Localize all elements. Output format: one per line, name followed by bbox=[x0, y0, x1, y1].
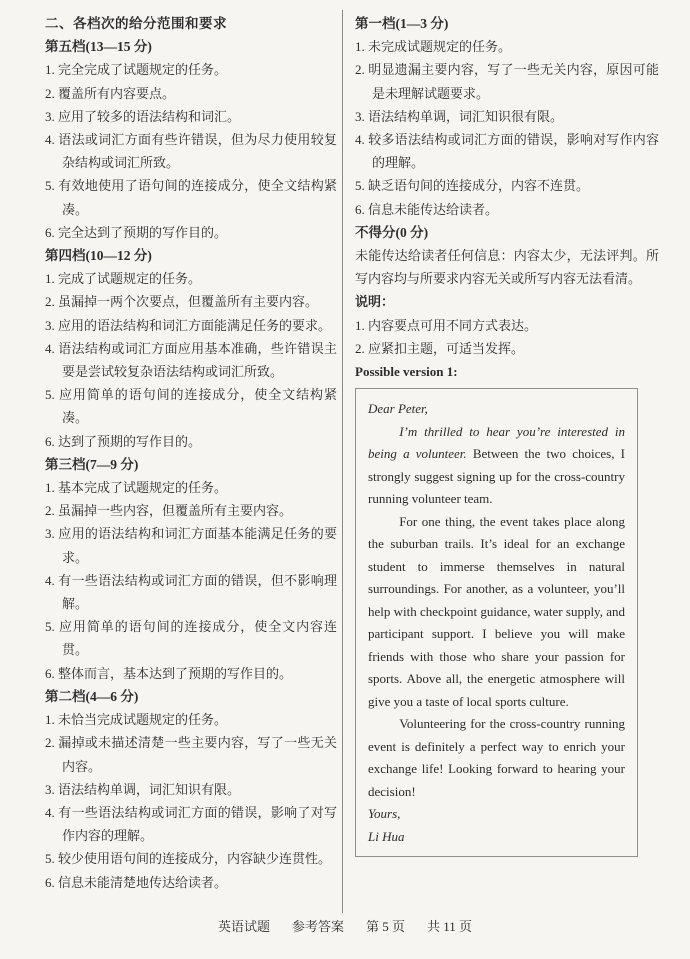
band-item: 3. 应用了较多的语法结构和词汇。 bbox=[45, 108, 241, 124]
band-item: 6. 整体而言，基本达到了预期的写作目的。 bbox=[45, 665, 293, 681]
note-item: 1. 内容要点可用不同方式表达。 bbox=[355, 317, 538, 333]
band-item: 6. 完全达到了预期的写作目的。 bbox=[45, 224, 228, 240]
band-item: 2. 覆盖所有内容要点。 bbox=[45, 85, 176, 101]
band-item: 6. 信息未能清楚地传达给读者。 bbox=[45, 874, 228, 890]
band-item: 5. 有效地使用了语句间的连接成分，使全文结构紧凑。 bbox=[45, 178, 337, 217]
band-item: 1. 完成了试题规定的任务。 bbox=[45, 271, 202, 287]
band-heading: 第三档(7—9 分) bbox=[45, 456, 139, 472]
letter-paragraph-italic-lead: I’m thrilled to hear you’re interested in being a volunteer. bbox=[368, 423, 625, 462]
band-item: 1. 未完成试题规定的任务。 bbox=[355, 39, 512, 55]
band-item: 5. 应用简单的语句间的连接成分，使全文结构紧凑。 bbox=[45, 387, 337, 426]
band-item: 6. 达到了预期的写作目的。 bbox=[45, 433, 202, 449]
letter-signature: Li Hua bbox=[368, 828, 405, 844]
letter-box bbox=[355, 388, 638, 857]
band-item: 3. 应用的语法结构和词汇方面能满足任务的要求。 bbox=[45, 317, 332, 333]
band-item: 3. 语法结构单调，词汇知识有限。 bbox=[45, 781, 241, 797]
page-footer bbox=[0, 916, 690, 935]
band-item: 3. 应用的语法结构和词汇方面基本能满足任务的要求。 bbox=[45, 526, 337, 565]
band-heading: 第五档(13—15 分) bbox=[45, 39, 152, 55]
letter-closing: Yours, bbox=[368, 806, 401, 822]
no-score-heading: 不得分(0 分) bbox=[355, 224, 429, 240]
letter-paragraph: Volunteering for the cross-country running event is definitely a perfect way to enrich your exchange life! Looking forward to hearing your decision! bbox=[368, 716, 625, 799]
left-column bbox=[45, 12, 337, 894]
footer-part: 参考答案 bbox=[291, 919, 344, 934]
band-item: 4. 语法结构或词汇方面应用基本准确，些许错误主要是尝试较复杂语法结构或词汇所致。 bbox=[45, 340, 337, 380]
letter-paragraph-rest: Between the two choices, I strongly suggest signing up for the cross-country running volunteer team. bbox=[368, 446, 625, 507]
band-item: 4. 较多语法结构或词汇方面的错误，影响对写作内容的理解。 bbox=[355, 132, 659, 171]
letter-paragraph bbox=[368, 421, 625, 511]
band-item: 4. 语法或词汇方面有些许错误，但为尽力使用较复杂结构或词汇所致。 bbox=[45, 132, 337, 171]
band-heading: 第二档(4—6 分) bbox=[45, 688, 139, 704]
band-heading: 第四档(10—12 分) bbox=[45, 248, 152, 264]
letter-salutation: Dear Peter, bbox=[368, 401, 428, 417]
letter-paragraph: For one thing, the event takes place along the suburban trails. It’s ideal for an exchange student to immerse themselves in natural surroundings. For another, as a volunteer, you’ll help with checkpoint guidance, water supply, and participant support. I believe you will make friends with those who share your passion for sports. Above all, the energetic atmosphere will give you a taste of local sports culture. bbox=[368, 513, 625, 709]
column-divider bbox=[342, 10, 343, 913]
band-item: 1. 未恰当完成试题规定的任务。 bbox=[45, 712, 228, 728]
possible-version-label: Possible version 1: bbox=[355, 364, 458, 380]
band-item: 5. 应用简单的语句间的连接成分，使全文内容连贯。 bbox=[45, 619, 337, 658]
band-item: 6. 信息未能传达给读者。 bbox=[355, 201, 499, 217]
footer-part: 第 5 页 bbox=[365, 919, 405, 934]
band-item: 1. 基本完成了试题规定的任务。 bbox=[45, 480, 228, 496]
band-heading: 第一档(1—3 分) bbox=[355, 16, 449, 31]
band-item: 3. 语法结构单调，词汇知识很有限。 bbox=[355, 108, 564, 124]
band-item: 2. 虽漏掉一些内容，但覆盖所有主要内容。 bbox=[45, 503, 293, 519]
band-item: 4. 有一些语法结构或词汇方面的错误，但不影响理解。 bbox=[45, 572, 337, 612]
band-item: 5. 较少使用语句间的连接成分，内容缺少连贯性。 bbox=[45, 851, 332, 867]
no-score-text: 未能传达给读者任何信息：内容太少，无法评判。所写内容均与所要求内容无关或所写内容无法看清。 bbox=[355, 248, 659, 287]
band-item: 2. 漏掉或未描述清楚一些主要内容，写了一些无关内容。 bbox=[45, 735, 337, 774]
footer-part: 英语试题 bbox=[217, 919, 270, 934]
notes-heading: 说明： bbox=[355, 294, 395, 310]
section-title: 二、各档次的给分范围和要求 bbox=[45, 16, 227, 31]
band-item: 2. 明显遗漏主要内容，写了一些无关内容，原因可能是未理解试题要求。 bbox=[355, 62, 659, 101]
band-item: 1. 完全完成了试题规定的任务。 bbox=[45, 62, 228, 78]
right-column bbox=[355, 12, 659, 857]
note-item: 2. 应紧扣主题，可适当发挥。 bbox=[355, 340, 525, 356]
band-item: 4. 有一些语法结构或词汇方面的错误，影响了对写作内容的理解。 bbox=[45, 804, 337, 844]
band-item: 5. 缺乏语句间的连接成分，内容不连贯。 bbox=[355, 178, 590, 194]
band-item: 2. 虽漏掉一两个次要点，但覆盖所有主要内容。 bbox=[45, 294, 319, 310]
footer-part: 共 11 页 bbox=[427, 919, 473, 934]
